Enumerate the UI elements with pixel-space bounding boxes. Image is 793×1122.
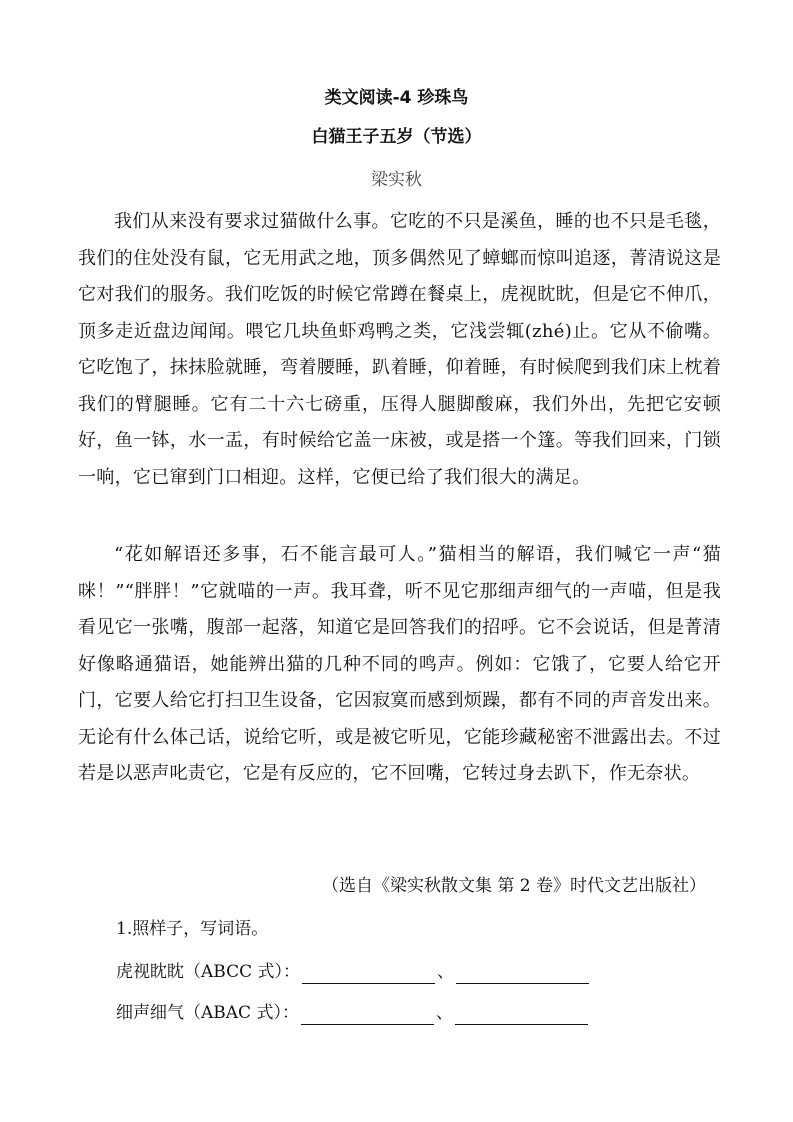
answer-row-abac <box>116 1001 590 1025</box>
answer-row-abcc-label: 虎视眈眈（ABCC 式）： <box>116 962 301 982</box>
paragraph-1: 我们从来没有要求过猫做什么事。它吃的不只是溪鱼，睡的也不只是毛毯，我们的住处没有鼠，它无用武之地，顶多偶然见了蟑螂而惊叫追逐，菁清说这是它对我们的服务。我们吃饭的时候它常蹲在餐桌上，虎视眈眈，但是它不伸爪，顶多走近盘边闻闻。喂它几块鱼虾鸡鸭之类，它浅尝辄(zhé)止。它从不偷嘴。它吃饱了，抹抹脸就睡，弯着腰睡，趴着睡，仰着睡，有时候爬到我们床上枕着我们的臂腿睡。它有二十六七磅重，压得人腿脚酸麻，我们外出，先把它安顿好，鱼一钵，水一盂，有时候给它盖一床被，或是搭一个篷。等我们回来，门锁一响，它已窜到门口相迎。这样，它便已给了我们很大的满足。 <box>78 211 721 488</box>
article-title: 白猫王子五岁（节选） <box>311 127 482 147</box>
answer-blank-abcc-2[interactable] <box>456 963 589 984</box>
paragraph-2: “花如解语还多事，石不能言最可人。”猫相当的解语，我们喊它一声“猫咪！”“胖胖！”它就喵的一声。我耳聋，听不见它那细声细气的一声喵，但是我看见它一张嘴，腹部一起落，知道它是回答我们的招呼。它不会说话，但是菁清好像略通猫语，她能辨出猫的几种不同的鸣声。例如：它饿了，它要人给它开门，它要人给它打扫卫生设备，它因寂寞而感到烦躁，都有不同的声音发出来。无论有什么体己话，说给它听，或是被它听见，它能珍藏秘密不泄露出去。不过若是以恶声叱责它，它是有反应的，它不回嘴，它转过身去趴下，作无奈状。 <box>78 544 721 784</box>
answer-separator: 、 <box>437 962 455 982</box>
answer-row-abac-label: 细声细气（ABAC 式）： <box>116 1003 299 1023</box>
author-name: 梁实秋 <box>371 170 422 190</box>
answer-separator: 、 <box>435 1003 453 1023</box>
source-citation: （选自《梁实秋散文集 第 2 卷》时代文艺出版社） <box>321 876 706 896</box>
answer-row-abcc <box>116 960 591 984</box>
question-1-prompt: 1.照样子，写词语。 <box>116 919 269 939</box>
page-title: 类文阅读-4 珍珠鸟 <box>324 88 469 108</box>
answer-blank-abac-1[interactable] <box>301 1004 434 1025</box>
answer-blank-abac-2[interactable] <box>455 1004 588 1025</box>
answer-blank-abcc-1[interactable] <box>302 963 435 984</box>
